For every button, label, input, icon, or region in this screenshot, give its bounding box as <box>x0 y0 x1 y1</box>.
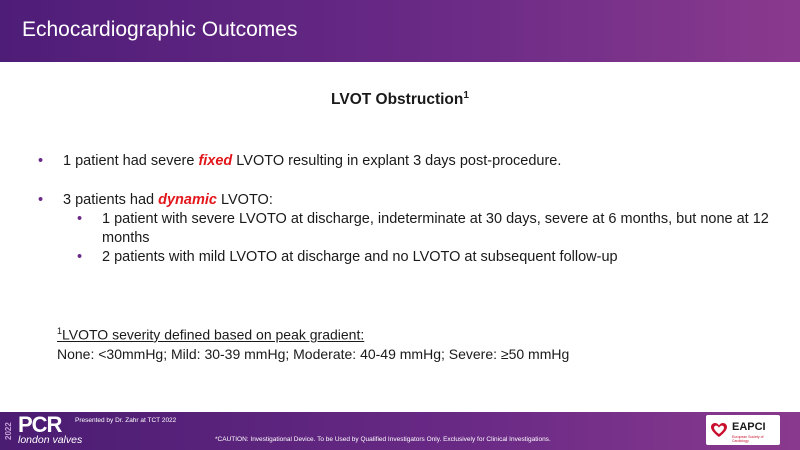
eapci-logo <box>706 415 780 445</box>
sub-bullet <box>77 248 778 267</box>
bullet-text: 1 patient had severe <box>63 153 199 169</box>
sub-bullet-text: 1 patient with severe LVOTO at discharge, indeterminate at 30 days, severe at 6 months, but none at 12 months <box>102 211 769 246</box>
emphasis-text: fixed <box>198 153 233 169</box>
footnote <box>57 322 569 364</box>
bullet-icon: • <box>77 211 83 227</box>
footnote-heading-text: LVOTO severity defined based on peak gradient: <box>62 326 365 343</box>
title-bar <box>0 0 800 62</box>
bullet-text: LVOTO: <box>216 192 273 208</box>
eapci-wordmark: EAPCI <box>732 421 766 433</box>
pcr-logo <box>18 414 82 446</box>
year-label: 2022 <box>4 422 13 440</box>
footnote-heading <box>57 322 569 345</box>
heart-icon <box>710 422 728 438</box>
footnote-marker: 1 <box>57 326 63 336</box>
section-heading <box>0 90 800 109</box>
caution-notice: *CAUTION: Investigational Device. To be Used by Qualified Investigators Only. Exclusively for Clinical Investigations. <box>215 436 551 443</box>
bullet-list <box>38 152 778 267</box>
bullet-icon: • <box>38 192 44 208</box>
pcr-logo-sub: london valves <box>18 434 83 446</box>
sub-bullet-text: 2 patients with mild LVOTO at discharge and no LVOTO at subsequent follow-up <box>102 249 618 265</box>
bullet-text: LVOTO resulting in explant 3 days post-procedure. <box>232 153 562 169</box>
section-heading-text: LVOT Obstruction <box>331 91 464 109</box>
slide-title: Echocardiographic Outcomes <box>22 18 298 41</box>
section-heading-footnote-marker: 1 <box>463 90 469 101</box>
bullet-icon: • <box>77 249 83 265</box>
presenter-credit: Presented by Dr. Zahr at TCT 2022 <box>75 417 177 424</box>
footer-bar <box>0 412 800 450</box>
bullet-text: 3 patients had <box>63 192 159 208</box>
bullet-dynamic-lvoto <box>38 191 778 210</box>
pcr-logo-main: PCR <box>18 412 62 437</box>
bullet-icon: • <box>38 153 44 169</box>
footnote-definitions: None: <30mmHg; Mild: 30-39 mmHg; Moderate: 40-49 mmHg; Severe: ≥50 mmHg <box>57 345 570 362</box>
eapci-tagline: European Society of Cardiology <box>732 435 764 443</box>
sub-bullet <box>77 210 778 248</box>
emphasis-text: dynamic <box>158 192 217 208</box>
bullet-fixed-lvoto <box>38 152 778 171</box>
